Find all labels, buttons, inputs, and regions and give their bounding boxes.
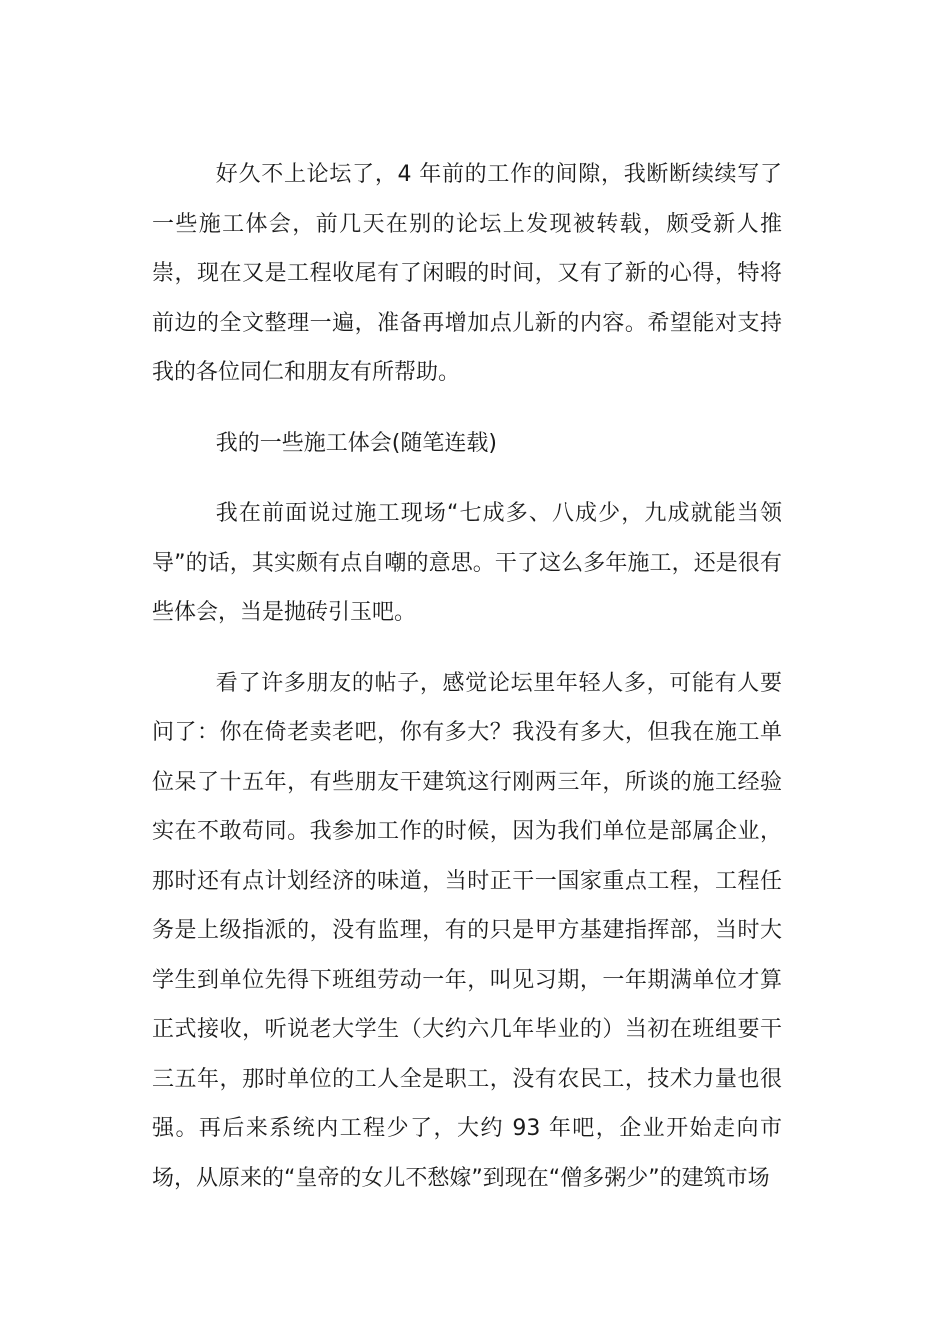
body-paragraph: 看了许多朋友的帖子，感觉论坛里年轻人多，可能有人要问了：你在倚老卖老吧，你有多大？我没有多大，但我在施工单位呆了十五年，有些朋友干建筑这行刚两三年，所谈的施工经验实在不敢苟同。我参加工作的时候，因为我们单位是部属企业，那时还有点计划经济的味道，当时正干一国家重点工程，工程任务是上级指派的，没有监理，有的只是甲方基建指挥部，当时大学生到单位先得下班组劳动一年，叫见习期，一年期满单位才算正式接收，听说老大学生（大约六几年毕业的）当初在班组要干三五年，那时单位的工人全是职工，没有农民工，技术力量也很强。再后来系统内工程少了，大约 93 年吧，企业开始走向市场，从原来的“皇帝的女儿不愁嫁”到现在“僧多粥少”的建筑市场 [152, 670, 782, 1191]
document-body [152, 150, 782, 1224]
intro-paragraph: 好久不上论坛了，4 年前的工作的间隙，我断断续续写了一些施工体会，前几天在别的论坛上发现被转载，颇受新人推崇，现在又是工程收尾有了闲暇的时间，又有了新的心得，特将前边的全文整理一遍，准备再增加点儿新的内容。希望能对支持我的各位同仁和朋友有所帮助。 [152, 162, 782, 385]
section-title: 我的一些施工体会(随笔连载) [215, 430, 497, 456]
body-paragraph: 我在前面说过施工现场“七成多、八成少，九成就能当领导”的话，其实颇有点自嘲的意思。干了这么多年施工，还是很有些体会，当是抛砖引玉吧。 [152, 501, 782, 625]
